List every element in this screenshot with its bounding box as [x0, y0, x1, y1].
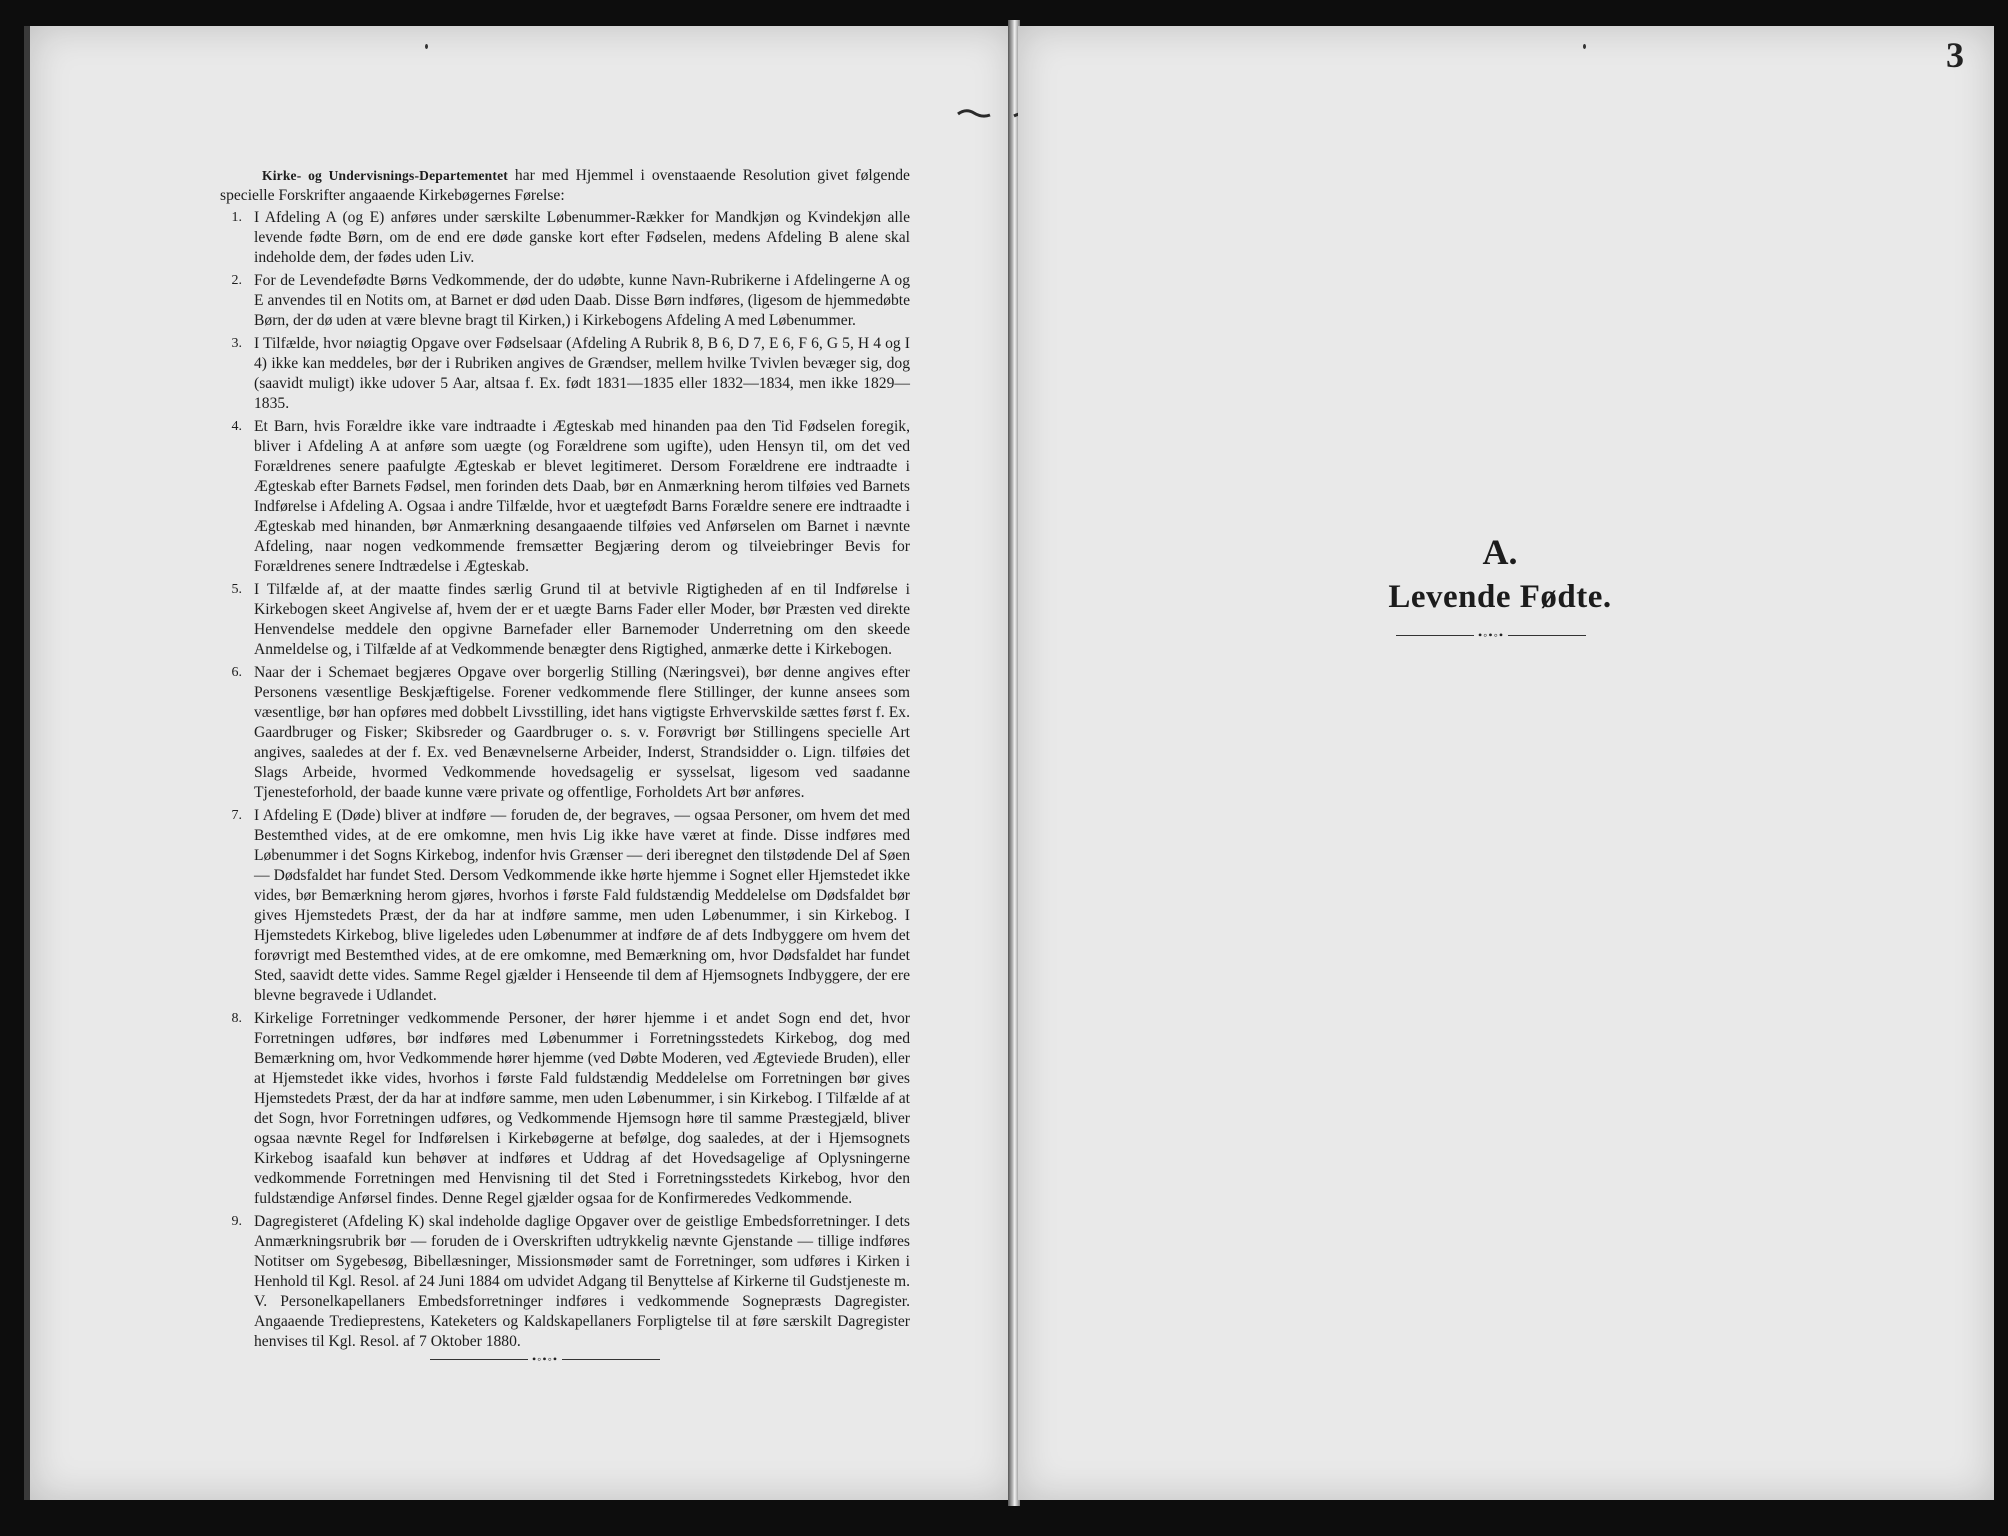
rule-number: 9.: [231, 1214, 242, 1229]
rule-item: [220, 580, 910, 660]
ink-speck: [425, 44, 428, 49]
rule-text: Naar der i Schemaet begjæres Opgave over borgerlig Stilling (Næringsvei), bør denne angives efter Personens væsentlige Beskjæftigelse. Forener vedkommende flere Stillinger, der kunne ansees som væsentlige, bør han opføres med dobbelt Livsstilling, idet hans vigtigste Erhvervskilde sættes først f. Ex. Gaardbruger og Fisker; Skibsreder og Gaardbruger o. s. v. Forøvrigt bør Stillingens specielle Art angives, saaledes at der f. Ex. ved Benævnelserne Arbeider, Inderst, Strandsidder o. Lign. tilføies det Slags Arbeide, hvormed Vedkommende hovedsagelig er sysselsat, ligesom ved saadanne Tjenesteforhold, der baade kunne være private og offentlige, Forholdets Art bør anføres.: [254, 664, 910, 801]
rule-number: 4.: [231, 419, 242, 434]
ornament-divider-right: [1396, 630, 1586, 640]
section-letter: A.: [1482, 532, 1518, 572]
rule-text: I Afdeling E (Døde) bliver at indføre — foruden de, der begraves, — ogsaa Personer, om hvem det med Bestemthed vides, at de ere omkomne, men hvis Lig ikke have været at finde. Disse indføres med Løbenummer i det Sogns Kirkebog, indenfor hvis Grænser — deri iberegnet den tilstødende Del af Søen — Dødsfaldet har fundet Sted. Dersom Vedkommende ikke hørte hjemme i Sognet eller Hjemstedet ikke vides, bør Bemærkning herom gjøres, hvorhos i første Fald fuldstændig Meddelelse om Dødsfaldet bør gives Hjemstedets Præst, der da har at indføre samme, men uden Løbenummer, i sin Kirkebog. I Hjemstedets Kirkebog, blive ligeledes uden Løbenummer at indføre de af dets Indbyggere om hvem det forøvrigt med Bestemthed vides, at de ere omkomne, med Bemærkning om, hvor Dødsfaldet har fundet Sted, saavidt dette vides. Samme Regel gjælder i Henseende til dem af Hjemsognets Indbyggere, der ere blevne begravede i Udlandet.: [254, 807, 910, 1004]
rule-text: Dagregisteret (Afdeling K) skal indeholde daglige Opgaver over de geistlige Embedsforretninger. I dets Anmærkningsrubrik bør — foruden de i Overskriften udtrykkelig nævnte Gjenstande — tillige indføres Notitser om Sygebesøg, Bibellæsninger, Missionsmøder samt de Forretninger, som udføres i Kirken i Henhold til Kgl. Resol. af 24 Juni 1884 om udvidet Adgang til Benyttelse af Kirkerne til Gudstjeneste m. V. Personelkapellaners Embedsforretninger indføres i vedkommende Sognepræsts Dagregister. Angaaende Tredieprestens, Kateketers og Kaldskapellaners Forpligtelse til at føre særskilt Dagregister henvises til Kgl. Resol. af 7 Oktober 1880.: [254, 1213, 910, 1350]
rule-text: For de Levendefødte Børns Vedkommende, der do udøbte, kunne Navn-Rubrikerne i Afdelingerne A og E anvendes til en Notits om, at Barnet er død uden Daab. Disse Børn indføres, (ligesom de hjemmedøbte Børn, der dø uden at være blevne bragt til Kirken,) i Kirkebogens Afdeling A med Løbenummer.: [254, 272, 910, 329]
rule-item: [220, 271, 910, 331]
rule-number: 1.: [231, 210, 242, 225]
rule-number: 7.: [231, 808, 242, 823]
ornament-glyph: •◦•◦•: [1477, 628, 1505, 642]
intro-paragraph: [220, 166, 910, 206]
rule-item: [220, 1212, 910, 1352]
rule-text: I Tilfælde, hvor nøiagtig Opgave over Fødselsaar (Afdeling A Rubrik 8, B 6, D 7, E 6, F 6, G 5, H 4 og I 4) ikke kan meddeles, bør der i Rubriken angives de Grændser, mellem hvilke Tvivlen bevæger sig, dog (saavidt muligt) ikke udover 5 Aar, altsaa f. Ex. født 1831—1835 eller 1832—1834, men ikke 1829—1835.: [254, 335, 910, 412]
rule-item: [220, 1009, 910, 1209]
left-page: [24, 26, 1014, 1500]
rules-list: [220, 208, 910, 1352]
ink-speck: [1583, 44, 1586, 49]
rule-item: [220, 417, 910, 577]
page-number: 3: [1946, 35, 1964, 75]
rule-number: 8.: [231, 1011, 242, 1026]
intro-text: har med Hjemmel i ovenstaaende Resolution givet følgende specielle Forskrifter angaaende Kirkebøgernes Førelse:: [220, 167, 910, 204]
section-heading: [1320, 530, 1680, 620]
rule-number: 2.: [231, 273, 242, 288]
rule-text: I Afdeling A (og E) anføres under særskilte Løbenummer-Rækker for Mandkjøn og Kvindekjøn alle levende fødte Børn, om de end ere døde ganske kort efter Fødselen, medens Afdeling B alene skal indeholde dem, der fødes uden Liv.: [254, 209, 910, 266]
rule-text: Et Barn, hvis Forældre ikke vare indtraadte i Ægteskab med hinanden paa den Tid Fødselen foregik, bliver i Afdeling A at anføre som uægte (og Forældrene som ugifte), uden Hensyn til, om det ved Forældrenes senere paafulgte Ægteskab er blevet legitimeret. Dersom Forældrene ere indtraadte i Ægteskab efter Barnets Fødsel, men forinden dets Daab, bør en Anmærkning herom tilføies ved Barnets Indførelse i Afdeling A. Ogsaa i andre Tilfælde, hvor et uægtefødt Barns Forældre senere ere indtraadte i Ægteskab med hinanden, bør Anmærkning desangaaende tilføies ved Anførselen om Barnet i nævnte Afdeling, naar nogen vedkommende fremsætter Begjæring derom og tilveiebringer Bevis for Forældrenes senere Indtrædelse i Ægteskab.: [254, 418, 910, 575]
rule-item: [220, 806, 910, 1006]
rule-text: Kirkelige Forretninger vedkommende Personer, der hører hjemme i et andet Sogn end det, hvor Forretningen udføres, bør indføres med Løbenummer i Forretningsstedets Kirkebog, dog med Bemærkning om, hvor Vedkommende hører hjemme (ved Døbte Moderen, ved Ægteviede Bruden), eller at Hjemstedet ikke vides, hvorhos i første Fald fuldstændig Meddelelse om Forretningen bør gives Hjemstedets Præst, der da har at indføre samme, men uden Løbenummer, i sin Kirkebog. I Tilfælde af at det Sogn, hvor Forretningen udføres, og Vedkommende Hjemsogn høre til samme Præstegjæld, bliver ogsaa nævnte Regel for Indførelsen i Kirkebøgerne at befølge, dog saaledes, at der i Hjemsognets Kirkebog isaafald kun behøver at indføres et Uddrag af det Hovedsagelige af Oplysningerne vedkommende Forretningen med Henvisning til det Sted i Forretningsstedets Kirkebog, hvor den fuldstændige Anførsel findes. Denne Regel gjælder ogsaa for de Konfirmeredes Vedkommende.: [254, 1010, 910, 1207]
rule-item: [220, 208, 910, 268]
ornament-glyph: •◦•◦•: [531, 1352, 559, 1366]
rule-item: [220, 334, 910, 414]
rule-item: [220, 663, 910, 803]
right-page: [1018, 26, 1994, 1500]
ornament-divider: [430, 1354, 660, 1364]
section-title: Levende Fødte.: [1388, 579, 1612, 615]
rule-number: 3.: [231, 336, 242, 351]
department-name: Kirke- og Undervisnings-Departementet: [262, 168, 508, 183]
rules-text-block: [220, 166, 910, 1355]
rule-number: 5.: [231, 582, 242, 597]
rule-text: I Tilfælde af, at der maatte findes særlig Grund til at betvivle Rigtigheden af en til Indførelse i Kirkebogen skeet Angivelse af, hvem der er et uægte Barns Fader eller Moder, bør Præsten ved direkte Henvendelse meddele den opgivne Barnefader eller Barnemoder Underretning om den skeede Anmeldelse og, i Tilfælde af at Vedkommende benægter dens Rigtighed, anmærke dette i Kirkebogen.: [254, 581, 910, 658]
rule-number: 6.: [231, 665, 242, 680]
